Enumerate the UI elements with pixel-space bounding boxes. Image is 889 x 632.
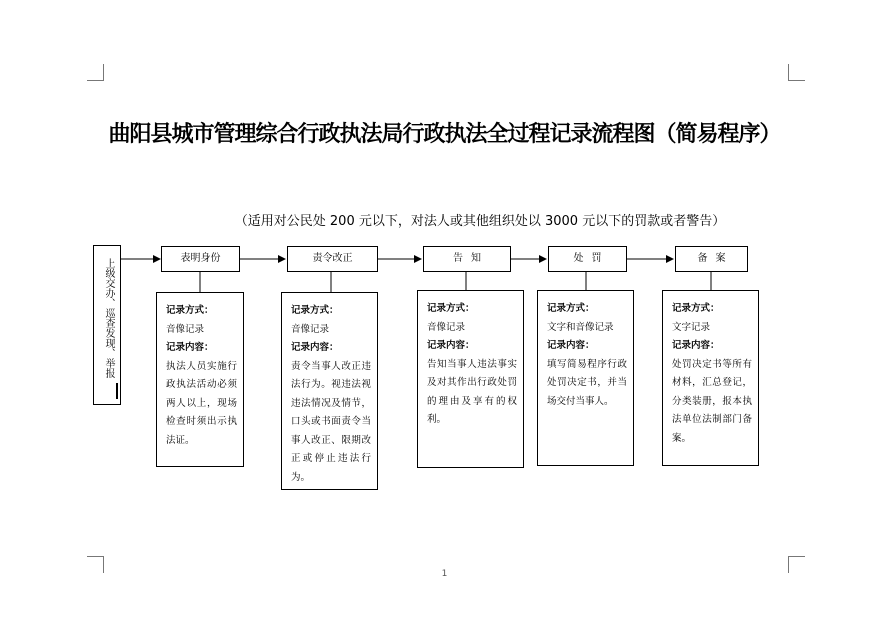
method-value: 音像记录 [291,323,330,335]
detail-box-identify [156,292,244,467]
content-value: 处罚决定书等所有材料，汇总登记，分类装册，报本执法单位法制部门备案。 [672,358,752,444]
step-identify: 表明身份 [161,246,240,272]
detail-box-notify [417,290,524,468]
scope-note: （适用对公民处 200 元以下，对法人或其他组织处以 3000 元以下的罚款或者警告） [234,214,726,229]
method-heading: 记录方式： [672,303,720,314]
method-heading: 记录方式： [547,303,595,314]
step-penalty: 处罚 [548,246,627,272]
content-heading: 记录内容： [547,340,595,351]
method-value: 音像记录 [166,323,205,335]
method-heading: 记录方式： [291,305,339,316]
source-label: 上级交办、巡查发现、举报 [103,258,114,378]
detail-box-penalty [537,290,634,466]
content-value: 责令当事人改正违法行为。视违法视违法情况及情节，口头或书面责令当事人改正、限期改正或停止违法行为。 [291,360,371,483]
detail-box-correct [281,292,378,490]
content-heading: 记录内容： [291,342,339,353]
step-correct: 责令改正 [287,246,378,272]
step-notify: 告知 [423,246,511,272]
content-heading: 记录内容： [166,342,214,353]
content-value: 告知当事人违法事实及对其作出行政处罚的理由及享有的权利。 [427,358,517,425]
method-value: 文字记录 [672,321,711,333]
content-heading: 记录内容： [672,340,720,351]
page-number: 1 [441,569,448,579]
content-value: 执法人员实施行政执法活动必须两人以上，现场检查时须出示执法证。 [166,360,237,446]
content-heading: 记录内容： [427,340,475,351]
method-heading: 记录方式： [166,305,214,316]
method-heading: 记录方式： [427,303,475,314]
step-filing: 备案 [675,246,748,272]
page-title: 曲阳县城市管理综合行政执法局行政执法全过程记录流程图（简易程序） [108,122,781,147]
method-value: 文字和音像记录 [547,321,614,333]
method-value: 音像记录 [427,321,466,333]
detail-box-filing [662,290,759,466]
content-value: 填写简易程序行政处罚决定书，并当场交付当事人。 [547,358,627,407]
